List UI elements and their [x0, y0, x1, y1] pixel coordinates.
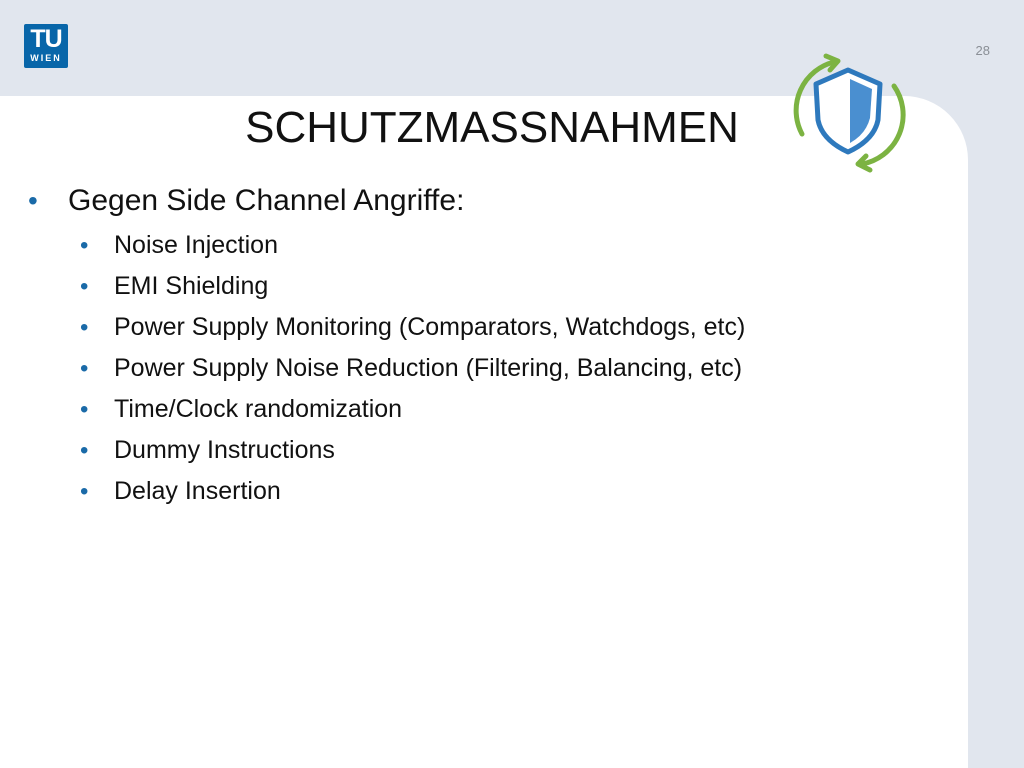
- bullet-dot-icon: •: [80, 437, 89, 464]
- bullet-dot-icon: •: [80, 355, 89, 382]
- bullet-dot-icon: •: [28, 185, 38, 216]
- sub-bullet-text: EMI Shielding: [114, 272, 269, 300]
- page-number: 28: [975, 43, 990, 58]
- sub-bullet-text: Delay Insertion: [114, 477, 281, 505]
- main-bullet: [28, 180, 464, 222]
- sub-bullet-text: Power Supply Monitoring (Comparators, Watchdogs, etc): [114, 313, 746, 341]
- bullet-dot-icon: •: [80, 314, 89, 341]
- sub-bullet-text: Time/Clock randomization: [114, 395, 403, 423]
- sub-bullet-text: Noise Injection: [114, 231, 278, 259]
- bullet-dot-icon: •: [80, 232, 89, 259]
- sub-bullet: [80, 309, 745, 346]
- main-bullet-text: Gegen Side Channel Angriffe:: [68, 184, 465, 217]
- sub-bullet-text: Power Supply Noise Reduction (Filtering, Balancing, etc): [114, 354, 743, 382]
- slide-title: SCHUTZMASSNAHMEN: [245, 103, 739, 152]
- bullet-dot-icon: •: [80, 273, 89, 300]
- sub-bullet: [80, 268, 268, 305]
- sub-bullet: [80, 432, 335, 469]
- bullet-dot-icon: •: [80, 396, 89, 423]
- sub-bullet-text: Dummy Instructions: [114, 436, 335, 464]
- bullet-dot-icon: •: [80, 478, 89, 505]
- logo-text-tu: TU: [30, 25, 62, 53]
- logo-text-wien: WIEN: [30, 53, 62, 63]
- sub-bullet: [80, 227, 278, 264]
- tu-wien-logo: [24, 24, 68, 68]
- sub-bullet: [80, 473, 281, 510]
- sub-bullet: [80, 391, 402, 428]
- sub-bullet: [80, 350, 742, 387]
